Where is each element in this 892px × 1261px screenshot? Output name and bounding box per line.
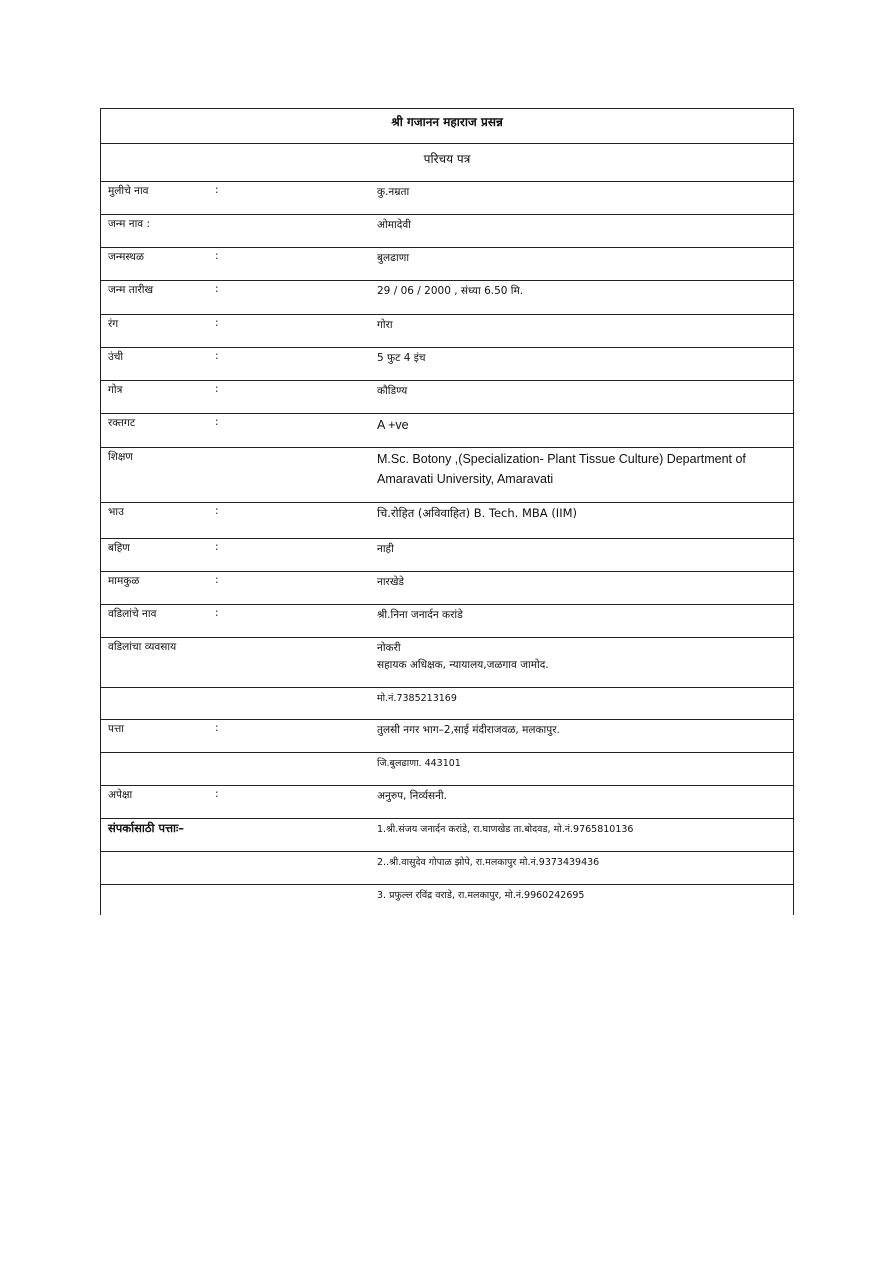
row-value: A +ve xyxy=(377,418,409,432)
row-label: वडिलांचे नाव xyxy=(108,608,157,620)
row-value: अनुरुप, निर्व्यसनी. xyxy=(377,790,447,802)
occupation-line-2: सहायक अधिक्षक, न्यायालय,जळगाव जामोद. xyxy=(377,659,549,671)
row-label: संपर्कासाठी पत्ताः– xyxy=(108,821,185,835)
row-sister xyxy=(100,538,794,571)
row-blood-group xyxy=(100,413,794,447)
row-label: भाउ xyxy=(108,506,124,518)
row-father-name xyxy=(100,604,794,637)
row-value: तुलसी नगर भाग–2,साई मंदीराजवळ, मलकापुर. xyxy=(377,724,560,736)
row-value: 29 / 06 / 2000 , संध्या 6.50 मि. xyxy=(377,285,524,297)
row-girl-name xyxy=(100,181,794,214)
row-label: गोत्र xyxy=(108,384,123,396)
row-colon: : xyxy=(215,505,219,517)
row-address xyxy=(100,719,794,752)
row-birthplace xyxy=(100,247,794,280)
row-label: उंची xyxy=(108,351,124,363)
row-label: शिक्षण xyxy=(108,451,133,463)
row-value: गोरा xyxy=(377,319,393,331)
row-birth-name xyxy=(100,214,794,247)
row-label: वडिलांचा व्यवसाय xyxy=(108,641,177,653)
row-value: चि.रोहित (अविवाहित) B. Tech. MBA (IIM) xyxy=(377,506,577,520)
subtitle-row xyxy=(100,143,794,181)
row-colon: : xyxy=(215,607,219,619)
row-label: बहिण xyxy=(108,542,130,554)
row-value: 5 फुट 4 इंच xyxy=(377,352,426,364)
row-value: बुलढाणा xyxy=(377,252,410,264)
row-value: नारखेडे xyxy=(377,576,405,588)
page-title: श्री गजानन महाराज प्रसन्न xyxy=(391,115,503,129)
row-colon: : xyxy=(215,574,219,586)
row-value xyxy=(377,640,783,674)
row-colon: : xyxy=(215,283,219,295)
row-contact-3 xyxy=(100,884,794,915)
row-colon: : xyxy=(215,350,219,362)
row-label: पत्ता xyxy=(108,723,124,735)
row-gotra xyxy=(100,380,794,413)
row-value xyxy=(377,449,783,489)
row-address-district xyxy=(100,752,794,785)
row-label: मामकुळ xyxy=(108,575,140,587)
row-label: जन्म तारीख xyxy=(108,284,154,296)
row-label: जन्म नाव : xyxy=(108,218,151,230)
row-value: 2..श्री.वासुदेव गोपाळ झोपे, रा.मलकापुर मो.नं.9373439436 xyxy=(377,857,600,868)
row-colon: : xyxy=(215,383,219,395)
row-maternal-family xyxy=(100,571,794,604)
education-line-2: Amaravati University, Amaravati xyxy=(377,472,554,486)
row-colon: : xyxy=(215,250,219,262)
row-value: 1.श्री.संजय जनार्दन करांडे, रा.घाणखेड ता.बोदवड, मो.नं.9765810136 xyxy=(377,824,634,835)
row-value: कु.नम्रता xyxy=(377,186,410,198)
row-colon: : xyxy=(215,722,219,734)
row-colon: : xyxy=(215,317,219,329)
row-birth-date xyxy=(100,280,794,314)
education-line-1: M.Sc. Botony ,(Specialization- Plant Tissue Culture) Department of xyxy=(377,452,746,466)
row-colon: : xyxy=(215,416,219,428)
page-subtitle: परिचय पत्र xyxy=(423,152,471,166)
row-value: जि.बुलढाणा. 443101 xyxy=(377,758,461,769)
row-label: मुलीचे नाव xyxy=(108,185,149,197)
row-label: जन्मस्थळ xyxy=(108,251,144,263)
row-value: मो.नं.7385213169 xyxy=(377,693,457,704)
row-contact-2 xyxy=(100,851,794,884)
row-value: 3. प्रफुल्ल रविंद्र वराडे, रा.मलकापुर, मो.नं.9960242695 xyxy=(377,890,585,901)
row-label: अपेक्षा xyxy=(108,789,133,801)
row-value: श्री.निना जनार्दन करांडे xyxy=(377,609,463,621)
row-value: कौडिण्य xyxy=(377,385,408,397)
row-value: ओमादेवी xyxy=(377,219,411,231)
row-colon: : xyxy=(215,541,219,553)
row-brother xyxy=(100,502,794,538)
row-label: रंग xyxy=(108,318,119,330)
row-value: नाही xyxy=(377,543,394,555)
occupation-line-1: नोकरी xyxy=(377,642,401,654)
biodata-table xyxy=(100,108,794,915)
row-colon: : xyxy=(215,788,219,800)
row-father-occupation xyxy=(100,637,794,687)
row-contact-1 xyxy=(100,818,794,851)
row-label: रक्तगट xyxy=(108,417,136,429)
row-height xyxy=(100,347,794,380)
row-complexion xyxy=(100,314,794,347)
row-colon: : xyxy=(215,184,219,196)
row-education xyxy=(100,447,794,502)
row-expectation xyxy=(100,785,794,818)
row-father-phone xyxy=(100,687,794,719)
title-row xyxy=(100,108,794,143)
